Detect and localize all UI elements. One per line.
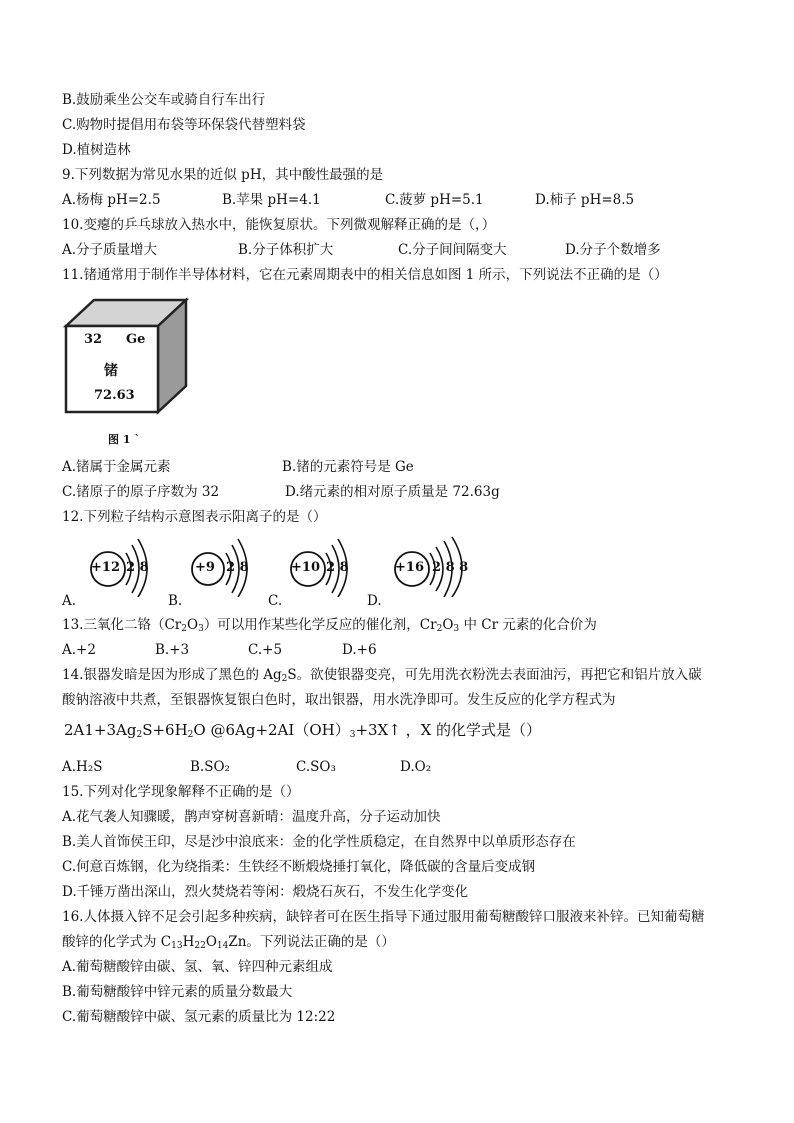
atom-diagram-b: [188, 533, 278, 597]
nucleus-charge: +16: [395, 560, 424, 575]
q12-option-d: D.: [367, 593, 382, 609]
q15-option-d: D.千锤万凿出深山，烈火焚烧若等闲：煅烧石灰石，不发生化学变化: [62, 884, 469, 900]
question-13: 13.三氧化二铬$(Cr_2O_3)$可以用作某些化学反应的催化剂，$Cr_2O_3$ 中 Cr 元素的化合价为: [62, 617, 597, 634]
germanium-tile-figure: [62, 292, 202, 442]
electron-shells: 2 8 8: [432, 560, 469, 575]
q10-option-a: A.分子质量增大: [62, 242, 158, 258]
question-14-line-2: 酸钠溶液中共煮，至银器恢复银白色时，取出银器，用水洗净即可。发生反应的化学方程式为: [62, 692, 616, 708]
q13-option-a: A.+2: [62, 642, 96, 658]
q15-option-b: B.美人首饰侯王印，尽是沙中浪底来：金的化学性质稳定，在自然界中以单质形态存在: [62, 834, 576, 850]
q13-option-c: C.+5: [248, 642, 283, 658]
q15-option-a: A.花气袭人知骤暖，鹊声穿树喜新晴：温度升高，分子运动加快: [62, 809, 441, 825]
option-b-text: B.鼓励乘坐公交车或骑自行车出行: [62, 92, 266, 108]
nucleus-charge: +10: [291, 560, 320, 575]
atom-diagram-a: [86, 533, 176, 597]
question-16-line-1: 16.人体摄入锌不足会引起多种疾病，缺锌者可在医生指导下通过服用葡萄糖酸锌口服液来补锌。已知葡萄糖: [62, 909, 705, 925]
q9-option-d: D.柿子 pH=8.5: [535, 192, 635, 208]
question-9: 9.下列数据为常见水果的近似 pH，其中酸性最强的是: [62, 167, 384, 183]
atom-diagram-d: [392, 533, 492, 597]
question-15: 15.下列对化学现象解释不正确的是（）: [62, 784, 300, 800]
q9-option-c: C.菠萝 pH=5.1: [385, 192, 484, 208]
q16-option-c: C.葡萄糖酸锌中碳、氢元素的质量比为 12:22: [62, 1009, 336, 1025]
option-c-text: C.购物时提倡用布袋等环保袋代替塑料袋: [62, 117, 306, 133]
atomic-mass: 72.63: [94, 388, 135, 403]
q16-option-a: A.葡萄糖酸锌由碳、氢、氧、锌四种元素组成: [62, 959, 333, 975]
q12-option-a: A.: [62, 593, 77, 609]
q9-option-a: A.杨梅 pH=2.5: [62, 192, 161, 208]
electron-shells: 2 8: [326, 560, 349, 575]
question-12: 12.下列粒子结构示意图表示阳离子的是（）: [62, 509, 327, 525]
question-14-line-1: 14.银器发暗是因为形成了黑色的 $Ag_2S$。欲使银器变亮，可先用洗衣粉洗去表面油污，再把它和铝片放入碳: [62, 667, 702, 684]
atomic-number: 32: [84, 332, 103, 347]
option-d-text: D.植树造林: [62, 142, 131, 158]
q14-option-a: A.H₂S: [62, 759, 103, 775]
q12-option-b: B.: [168, 593, 183, 609]
element-name: 锗: [104, 363, 118, 379]
chemical-equation: $2A1+3Ag_2S+6H_2O$ $@6Ag+2AI(OH)_3+3X↑$ ，X 的化学式是（）: [64, 721, 542, 740]
q10-option-d: D.分子个数增多: [565, 242, 661, 258]
q14-option-d: D.O₂: [400, 759, 432, 775]
q14-option-c: C.SO₃: [296, 759, 336, 775]
question-10: 10.变瘪的乒乓球放入热水中，能恢复原状。下列微观解释正确的是（，）: [62, 217, 496, 233]
q11-option-b: B.锗的元素符号是 Ge: [282, 459, 414, 475]
figure-caption: 图 1 `: [108, 433, 140, 446]
q11-option-a: A.锗属于金属元素: [62, 459, 171, 475]
q9-option-b: B.苹果 pH=4.1: [222, 192, 321, 208]
question-11: 11.锗通常用于制作半导体材料，它在元素周期表中的相关信息如图 1 所示，下列说法不正确的是（）: [62, 267, 668, 283]
nucleus-charge: +12: [91, 560, 120, 575]
atom-diagram-c: [288, 533, 378, 597]
q13-option-d: D.+6: [342, 642, 377, 658]
q10-option-c: C.分子间间隔变大: [398, 242, 507, 258]
element-symbol: Ge: [126, 332, 146, 347]
q11-option-c: C.锗原子的原子序数为 32: [62, 484, 220, 500]
q11-option-d: D.绪元素的相对原子质量是 72.63g: [285, 484, 500, 500]
electron-shells: 2 8: [126, 560, 149, 575]
q10-option-b: B.分子体积扩大: [238, 242, 334, 258]
question-16-line-2: 酸锌的化学式为 $C_{13}H_{22}O_{14}Zn$。下列说法正确的是（）: [62, 934, 395, 951]
electron-shells: 2 8: [226, 560, 249, 575]
q13-option-b: B.+3: [155, 642, 190, 658]
nucleus-charge: +9: [195, 560, 215, 575]
q14-option-b: B.SO₂: [190, 759, 230, 775]
q15-option-c: C.何意百炼钢，化为绕指柔：生铁经不断煅烧捶打氧化，降低碳的含量后变成钢: [62, 859, 536, 875]
q12-option-c: C.: [268, 593, 283, 609]
q16-option-b: B.葡萄糖酸锌中锌元素的质量分数最大: [62, 984, 293, 1000]
